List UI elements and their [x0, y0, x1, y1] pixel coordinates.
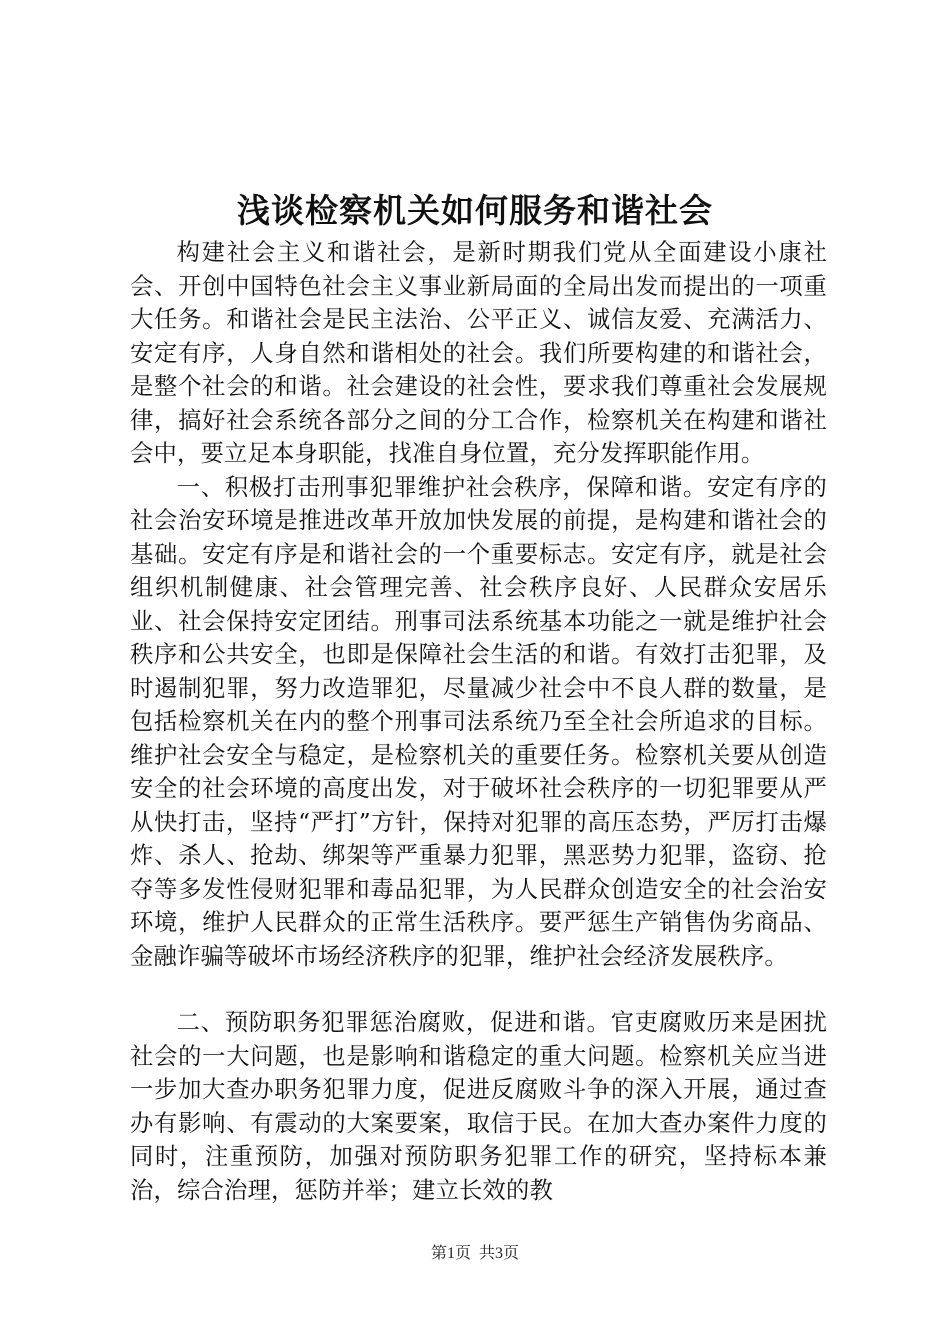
page-number: 第1页: [430, 1245, 471, 1262]
page-total: 共3页: [479, 1245, 520, 1262]
paragraph-intro: 构建社会主义和谐社会，是新时期我们党从全面建设小康社会、开创中国特色社会主义事业新局面的全局出发而提出的一项重大任务。和谐社会是民主法治、公平正义、诚信友爱、充满活力、安定有序，人身自然和谐相处的社会。我们所要构建的和谐社会，是整个社会的和谐。社会建设的社会性，要求我们尊重社会发展规律，搞好社会系统各部分之间的分工合作，检察机关在构建和谐社会中，要立足本身职能，找准自身位置，充分发挥职能作用。: [130, 239, 827, 467]
paragraph-section-two: 二、预防职务犯罪惩治腐败，促进和谐。官吏腐败历来是困扰社会的一大问题，也是影响和谐稳定的重大问题。检察机关应当进一步加大查办职务犯罪力度，促进反腐败斗争的深入开展，通过查办有影响、有震动的大案要案，取信于民。在加大查办案件力度的同时，注重预防，加强对预防职务犯罪工作的研究，坚持标本兼治，综合治理，惩防并举；建立长效的教: [130, 1009, 827, 1204]
page-footer: [0, 1243, 950, 1265]
document-title: 浅谈检察机关如何服务和谐社会: [237, 191, 713, 230]
document-body: [130, 236, 827, 1207]
paragraph-section-one: 一、积极打击刑事犯罪维护社会秩序，保障和谐。安定有序的社会治安环境是推进改革开放加快发展的前提，是构建和谐社会的基础。安定有序是和谐社会的一个重要标志。安定有序，就是社会组织机制健康、社会管理完善、社会秩序良好、人民群众安居乐业、社会保持安定团结。刑事司法系统基本功能之一就是维护社会秩序和公共安全，也即是保障社会生活的和谐。有效打击犯罪，及时遏制犯罪，努力改造罪犯，尽量减少社会中不良人群的数量，是包括检察机关在内的整个刑事司法系统乃至全社会所追求的目标。维护社会安全与稳定，是检察机关的重要任务。检察机关要从创造安全的社会环境的高度出发，对于破坏社会秩序的一切犯罪要从严从快打击，坚持“严打”方针，保持对犯罪的高压态势，严厉打击爆炸、杀人、抢劫、绑架等严重暴力犯罪，黑恶势力犯罪，盗窃、抢夺等多发性侵财犯罪和毒品犯罪，为人民群众创造安全的社会治安环境，维护人民群众的正常生活秩序。要严惩生产销售伪劣商品、金融诈骗等破坏市场经济秩序的犯罪，维护社会经济发展秩序。: [130, 473, 827, 970]
